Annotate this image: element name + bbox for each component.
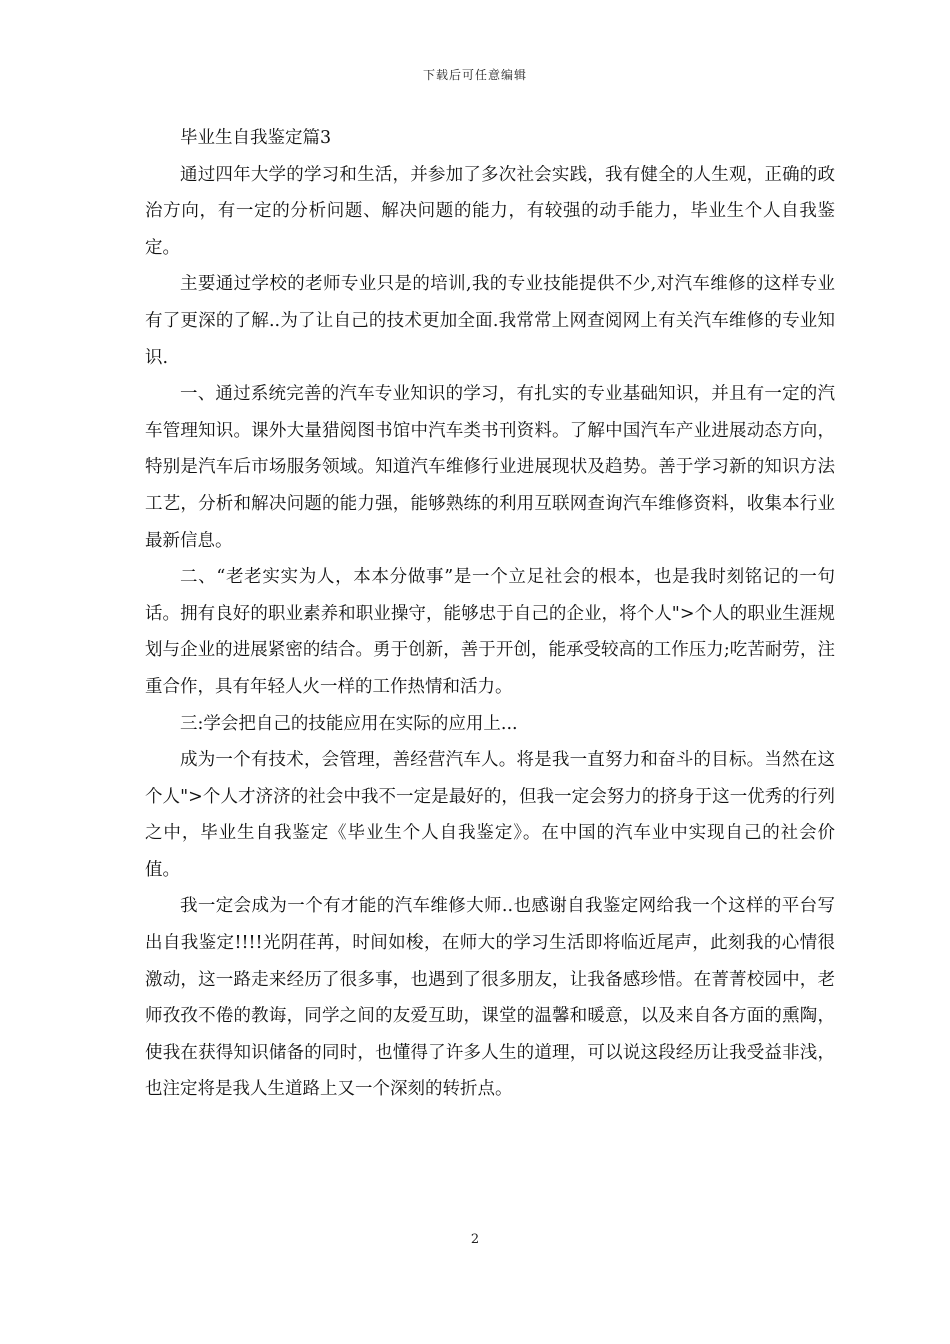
paragraph-intro: 通过四年大学的学习和生活，并参加了多次社会实践，我有健全的人生观，正确的政治方向，有一定的分析问题、解决问题的能力，有较强的动手能力，毕业生个人自我鉴定。 [145, 164, 835, 258]
paragraph-point-one: 一、通过系统完善的汽车专业知识的学习，有扎实的专业基础知识，并且有一定的汽车管理知识。课外大量猎阅图书馆中汽车类书刊资料。了解中国汽车产业进展动态方向，特别是汽车后市场服务领域。知道汽车维修行业进展现状及趋势。善于学习新的知识方法工艺，分析和解决问题的能力强，能够熟练的利用互联网查询汽车维修资料，收集本行业最新信息。 [145, 384, 835, 551]
page-number: 2 [470, 1232, 480, 1247]
section-title: 毕业生自我鉴定篇3 [180, 128, 332, 148]
paragraph-training: 主要通过学校的老师专业只是的培训,我的专业技能提供不少,对汽车维修的这样专业有了更深的了解..为了让自己的技术更加全面.我常常上网查阅网上有关汽车维修的专业知识. [145, 274, 835, 368]
document-body [145, 120, 835, 1108]
paragraph-point-two: 二、“老老实实为人，本本分做事”是一个立足社会的根本，也是我时刻铭记的一句话。拥有良好的职业素养和职业操守，能够忠于自己的企业，将个人">个人的职业生涯规划与企业的进展紧密的结合。勇于创新，善于开创，能承受较高的工作压力;吃苦耐劳，注重合作，具有年轻人火一样的工作热情和活力。 [145, 567, 835, 697]
paragraph-closing: 我一定会成为一个有才能的汽车维修大师..也感谢自我鉴定网给我一个这样的平台写出自我鉴定!!!!光阴荏苒，时间如梭，在师大的学习生活即将临近尾声，此刻我的心情很激动，这一路走来经历了很多事，也遇到了很多朋友，让我备感珍惜。在菁菁校园中，老师孜孜不倦的教诲，同学之间的友爱互助，课堂的温馨和暖意，以及来自各方面的熏陶，使我在获得知识储备的同时，也懂得了许多人生的道理，可以说这段经历让我受益非浅，也注定将是我人生道路上又一个深刻的转折点。 [145, 896, 835, 1100]
page-header: 下载后可任意编辑 [422, 68, 527, 82]
paragraph-goal: 成为一个有技术，会管理，善经营汽车人。将是我一直努力和奋斗的目标。当然在这个人">个人才济济的社会中我不一定是最好的，但我一定会努力的挤身于这一优秀的行列之中，毕业生自我鉴定《毕业生个人自我鉴定》。在中国的汽车业中实现自己的社会价值。 [145, 750, 835, 880]
paragraph-point-three: 三:学会把自己的技能应用在实际的应用上... [180, 713, 518, 734]
